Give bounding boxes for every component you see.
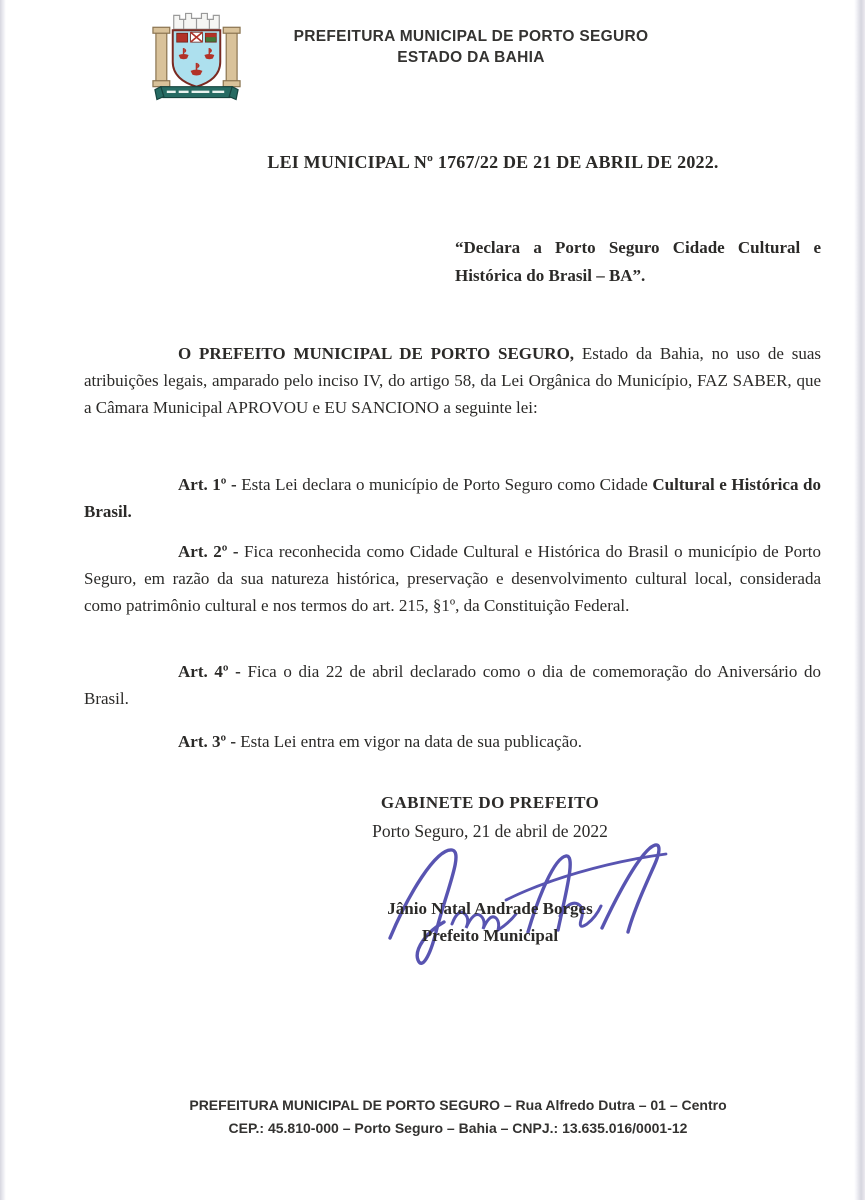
letterhead-line1: PREFEITURA MUNICIPAL DE PORTO SEGURO xyxy=(293,28,649,45)
signer-name: Jânio Natal Andrade Borges xyxy=(387,899,593,918)
article-4-paragraph: Art. 4º - Fica o dia 22 de abril declarado como o dia de comemoração do Aniversário do Brasil. xyxy=(84,662,821,708)
crest-shield xyxy=(173,30,221,86)
footer-address xyxy=(58,1094,858,1140)
crest-motto-ribbon xyxy=(155,87,238,100)
closing-dateline: Porto Seguro, 21 de abril de 2022 xyxy=(372,821,608,841)
law-title: LEI MUNICIPAL Nº 1767/22 DE 21 DE ABRIL DE 2022. xyxy=(267,152,719,172)
article-1-paragraph: Art. 1º - Esta Lei declara o município de Porto Seguro como Cidade Cultural e Histórica do Brasil. xyxy=(84,475,821,521)
crest-motto-marks xyxy=(167,91,224,93)
law-epigraph: “Declara a Porto Seguro Cidade Cultural e Histórica do Brasil – BA”. xyxy=(455,238,821,285)
scan-edge-right xyxy=(854,0,865,1200)
municipal-coat-of-arms-icon xyxy=(147,7,246,102)
article-3-paragraph: Art. 3º - Esta Lei entra em vigor na data de sua publicação. xyxy=(178,732,583,751)
closing-office: GABINETE DO PREFEITO xyxy=(380,793,600,812)
article-2-paragraph: Art. 2º - Fica reconhecida como Cidade Cultural e Histórica do Brasil o município de Porto Seguro, em razão da sua natureza histórica, preservação e desenvolvimento cultural local, considerada como patrimônio cultural e nos termos do art. 215, §1º, da Constituição Federal. xyxy=(84,542,821,615)
footer-line1: PREFEITURA MUNICIPAL DE PORTO SEGURO – Rua Alfredo Dutra – 01 – Centro xyxy=(189,1097,727,1113)
scan-edge-left xyxy=(0,0,6,1200)
letterhead-org xyxy=(271,26,671,68)
footer-line2: CEP.: 45.810-000 – Porto Seguro – Bahia – CNPJ.: 13.635.016/0001-12 xyxy=(228,1120,688,1136)
preamble-paragraph: O PREFEITO MUNICIPAL DE PORTO SEGURO, Estado da Bahia, no uso de suas atribuições legais, amparado pelo inciso IV, do artigo 58, da Lei Orgânica do Município, FAZ SABER, que a Câmara Municipal APROVOU e EU SANCIONO a seguinte lei: xyxy=(84,344,821,417)
signer-role: Prefeito Municipal xyxy=(421,926,559,945)
letterhead-line2: ESTADO DA BAHIA xyxy=(397,49,545,66)
crest-crown xyxy=(174,13,220,29)
